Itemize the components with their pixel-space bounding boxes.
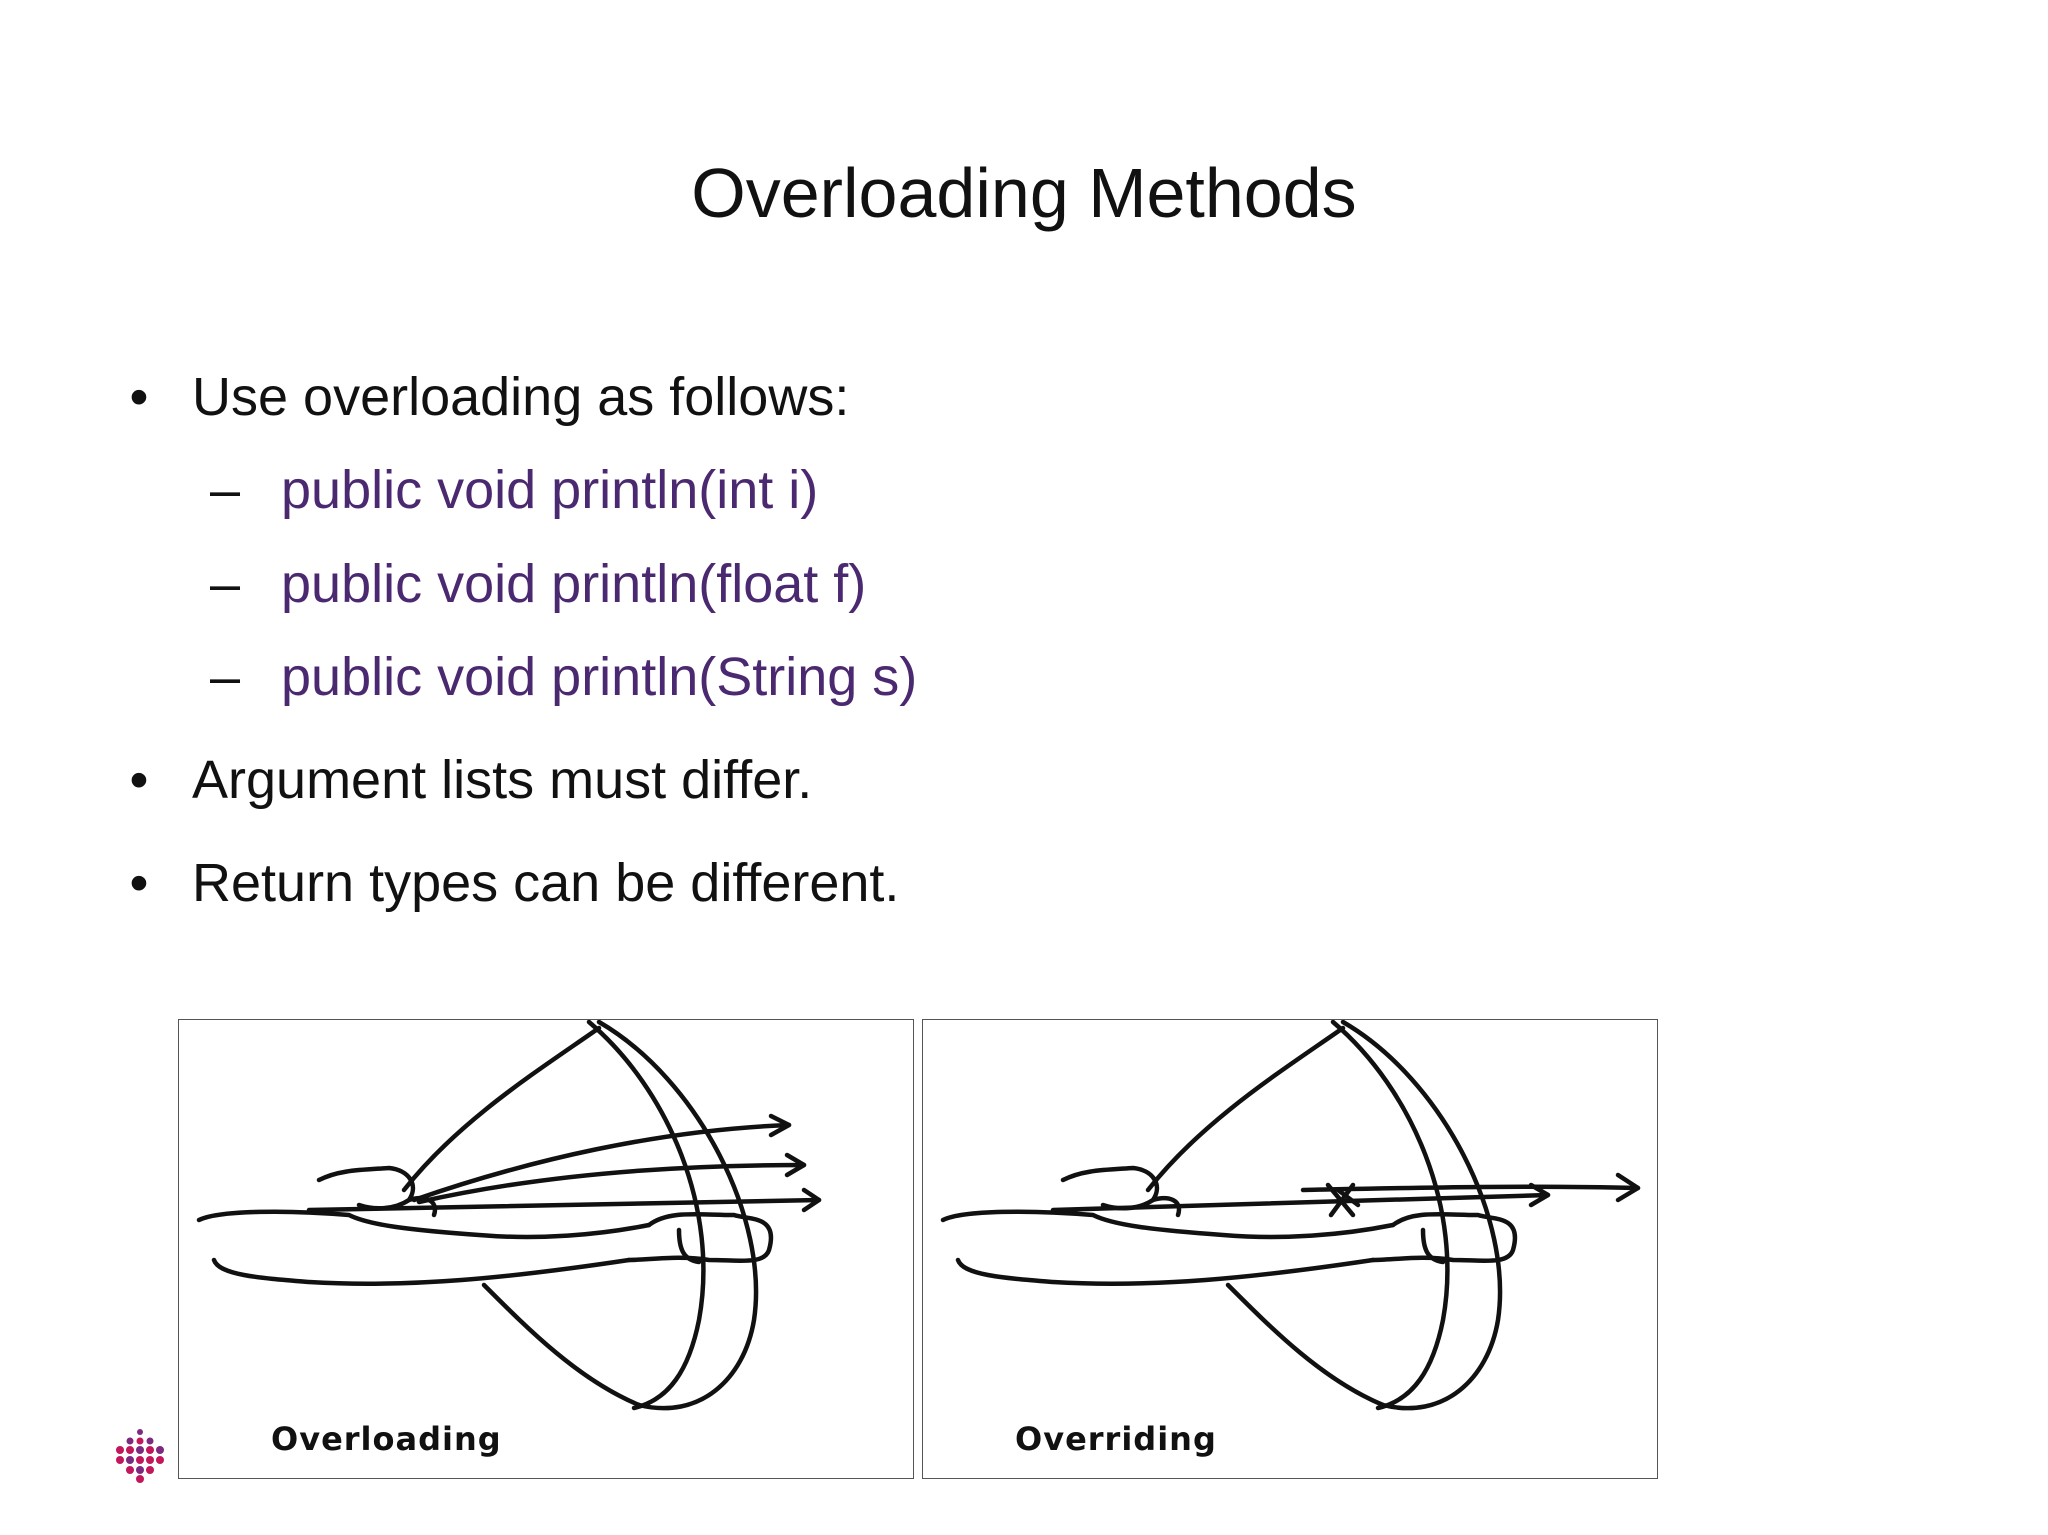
logo-dot [136,1466,144,1474]
bullet-text: Return types can be different. [192,853,900,913]
logo-dot [136,1446,144,1454]
logo-dot [146,1466,154,1474]
bullet-text: Use overloading as follows: [192,367,850,427]
slide-title: Overloading Methods [691,154,1357,232]
sub-bullet-marker: – [210,460,241,520]
logo-dot [137,1429,143,1435]
logo-dot [126,1456,134,1464]
logo-icon [110,1428,170,1484]
sub-bullet-marker: – [210,647,241,707]
archer-overloading-drawing [179,1020,914,1479]
sub-bullet-text: public void println(float f) [281,554,867,614]
sub-bullet-marker: – [210,554,241,614]
logo-dot [146,1456,154,1464]
bullet-marker: • [129,853,149,913]
sub-bullet-text: public void println(int i) [281,460,819,520]
logo-dot [156,1456,164,1464]
bullet-text: Argument lists must differ. [192,750,813,810]
archer-overriding-drawing [923,1020,1658,1479]
bullet-marker: • [129,750,149,810]
bullet-marker: • [129,367,149,427]
logo-dot [136,1475,144,1483]
overriding-label: Overriding [1015,1420,1217,1458]
logo-dot [116,1456,124,1464]
logo-dot [126,1446,134,1454]
logo-dot [137,1438,144,1445]
logo-dot [156,1446,164,1454]
overloading-figure [178,1019,914,1479]
logo-dot [116,1446,124,1454]
logo-dot [136,1456,144,1464]
logo-dot [147,1438,154,1445]
logo-dot [146,1446,154,1454]
logo-dot [126,1466,134,1474]
overriding-figure [922,1019,1658,1479]
logo-dot [127,1438,134,1445]
overloading-label: Overloading [271,1420,502,1458]
sub-bullet-text: public void println(String s) [281,647,918,707]
